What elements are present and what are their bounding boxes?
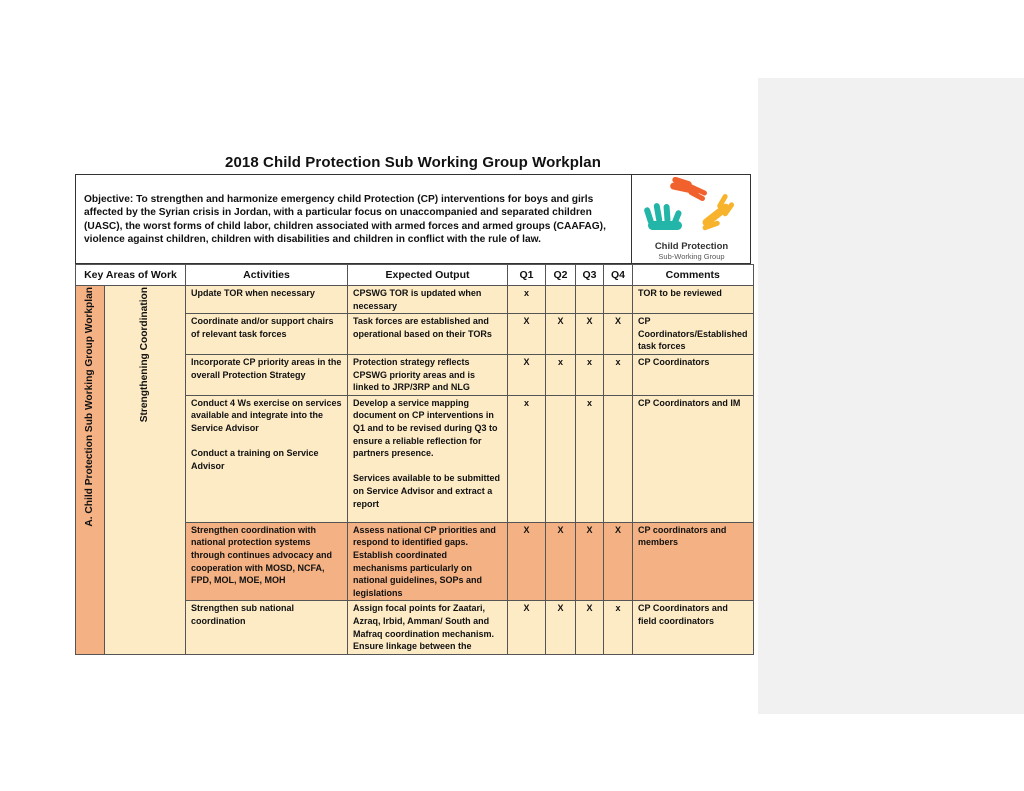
area-b-cell [105, 286, 186, 655]
q3-mark: X [576, 522, 604, 601]
output-cell: Task forces are established and operational based on their TORs [348, 314, 508, 355]
q2-mark: X [546, 601, 576, 654]
table-row [76, 286, 754, 314]
activity-text: Conduct 4 Ws exercise on services available and integrate into the Service Advisor [191, 397, 342, 433]
area-b-label: Strengthening Coordination [138, 287, 150, 423]
output-text: Develop a service mapping document on CP interventions in Q1 and to be revised during Q3 to ensure a reliable reflection for partners presence. [353, 397, 498, 459]
header-expected-output: Expected Output [348, 265, 508, 286]
q4-mark: x [604, 601, 633, 654]
q1-mark: x [508, 395, 546, 522]
q1-mark: X [508, 314, 546, 355]
q4-mark: X [604, 522, 633, 601]
q4-mark: x [604, 354, 633, 395]
header-key-areas: Key Areas of Work [76, 265, 186, 286]
q4-mark [604, 395, 633, 522]
q1-mark: X [508, 522, 546, 601]
q4-mark: X [604, 314, 633, 355]
yellow-hand-icon [701, 193, 735, 231]
objective-text: Objective: To strengthen and harmonize emergency child Protection (CP) interventions for boys and girls affected by the Syrian crisis in Jordan, with a particular focus on unaccompanied and separated children (UASC), the worst forms of child labor, children associated with armed forces and armed groups (CAAFAG), violence against children, children with disabilities and children in conflict with the rule of law. [75, 174, 632, 264]
header-activities: Activities [186, 265, 348, 286]
output-text: Services available to be submitted on Service Advisor and extract a report [353, 473, 501, 509]
activity-cell: Update TOR when necessary [186, 286, 348, 314]
output-cell [348, 395, 508, 522]
activity-cell: Incorporate CP priority areas in the overall Protection Strategy [186, 354, 348, 395]
activity-cell: Strengthen sub national coordination [186, 601, 348, 654]
area-a-label: A. Child Protection Sub Working Group Workplan [83, 287, 95, 527]
q3-mark: X [576, 314, 604, 355]
document-title: 2018 Child Protection Sub Working Group Workplan [225, 154, 601, 171]
header-comments: Comments [633, 265, 754, 286]
q1-mark: X [508, 601, 546, 654]
header-q4: Q4 [604, 265, 633, 286]
activity-cell [186, 395, 348, 522]
q1-mark: X [508, 354, 546, 395]
output-cell: Assess national CP priorities and respond to identified gaps. Establish coordinated mechanisms particularly on national guidelines, SOPs and legislations [348, 522, 508, 601]
header-q3: Q3 [576, 265, 604, 286]
q3-mark: x [576, 354, 604, 395]
q2-mark [546, 286, 576, 314]
q3-mark [576, 286, 604, 314]
activity-text: Conduct a training on Service Advisor [191, 448, 319, 471]
comments-cell: CP Coordinators and field coordinators [633, 601, 754, 654]
q3-mark: x [576, 395, 604, 522]
comments-cell: CP Coordinators and IM [633, 395, 754, 522]
logo-subtitle: Sub-Working Group [658, 252, 725, 261]
teal-hand-icon [643, 203, 682, 230]
output-cell: Assign focal points for Zaatari, Azraq, Irbid, Amman/ South and Mafraq coordination mechanism. Ensure linkage between the [348, 601, 508, 654]
activity-cell: Coordinate and/or support chairs of relevant task forces [186, 314, 348, 355]
q2-mark: X [546, 314, 576, 355]
child-protection-hands-icon [642, 177, 742, 241]
header-q1: Q1 [508, 265, 546, 286]
header-q2: Q2 [546, 265, 576, 286]
activity-cell: Strengthen coordination with national protection systems through continues advocacy and cooperation with MOSD, NCFA, FPD, MOL, MOE, MOH [186, 522, 348, 601]
q3-mark: X [576, 601, 604, 654]
orange-hand-icon [669, 177, 707, 202]
comments-cell: CP coordinators and members [633, 522, 754, 601]
workplan-table [75, 264, 754, 655]
table-header-row [76, 265, 754, 286]
logo-cell [632, 174, 751, 264]
q2-mark [546, 395, 576, 522]
logo-title: Child Protection [654, 241, 729, 252]
q2-mark: X [546, 522, 576, 601]
output-cell: Protection strategy reflects CPSWG priority areas and is linked to JRP/3RP and NLG [348, 354, 508, 395]
q4-mark [604, 286, 633, 314]
comments-cell: CP Coordinators/Established task forces [633, 314, 754, 355]
comments-cell: TOR to be reviewed [633, 286, 754, 314]
output-cell: CPSWG TOR is updated when necessary [348, 286, 508, 314]
q2-mark: x [546, 354, 576, 395]
area-a-cell [76, 286, 105, 655]
comments-cell: CP Coordinators [633, 354, 754, 395]
q1-mark: x [508, 286, 546, 314]
right-side-panel [758, 78, 1024, 714]
